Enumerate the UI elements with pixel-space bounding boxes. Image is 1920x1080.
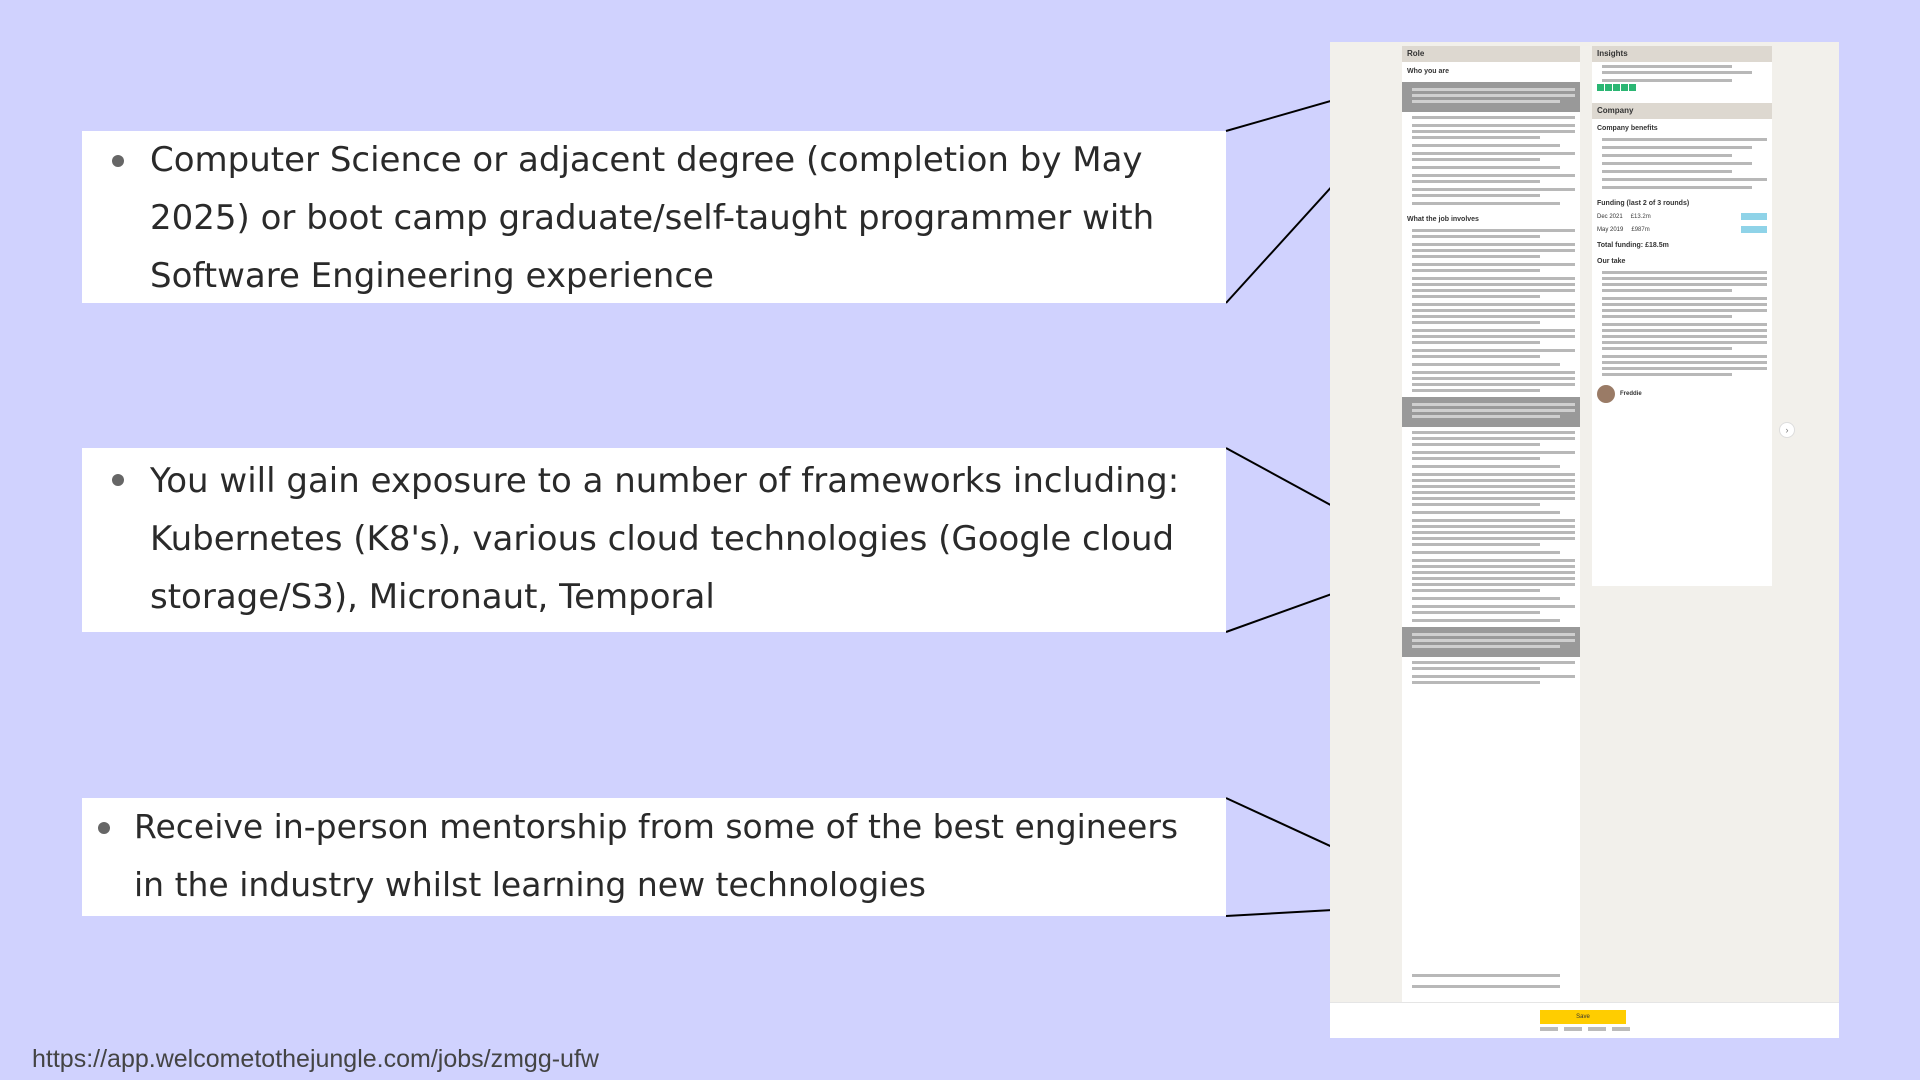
company-header: Company (1592, 103, 1772, 119)
funding-amount: £13.2m (1630, 213, 1651, 220)
funding-date: Dec 2021 (1597, 213, 1623, 220)
chevron-right-icon[interactable]: › (1779, 422, 1795, 438)
bullet-icon (112, 155, 124, 167)
job-involves-heading: What the job involves (1407, 216, 1479, 223)
our-take-heading: Our take (1597, 258, 1626, 265)
save-button[interactable]: Save (1540, 1010, 1626, 1024)
who-you-are-heading: Who you are (1407, 68, 1450, 75)
role-header: Role (1402, 46, 1580, 62)
funding-heading: Funding (last 2 of 3 rounds) (1597, 200, 1690, 207)
funding-amount: £987m (1631, 226, 1650, 233)
callout-mentorship (82, 798, 1226, 916)
source-url: https://app.welcometothejungle.com/jobs/zmgg-ufw (32, 1045, 599, 1073)
total-funding: Total funding: £18.5m (1597, 242, 1669, 249)
callout-text: Receive in-person mentorship from some of the best engineers in the industry whilst learning new technologies (134, 807, 1179, 904)
bullet-icon (112, 474, 124, 486)
job-footer-links (1402, 962, 1580, 1002)
insights-column (1592, 46, 1772, 586)
callout-degree-requirement (82, 131, 1226, 303)
reviewer-name: Freddie (1620, 391, 1642, 397)
callout-frameworks (82, 448, 1226, 632)
bottom-action-bar (1330, 1002, 1839, 1038)
funding-date: May 2019 (1597, 226, 1624, 233)
insights-header: Insights (1592, 46, 1772, 62)
reviewer-avatar (1597, 385, 1615, 403)
role-column (1402, 46, 1580, 966)
job-page-thumbnail (1330, 42, 1839, 1038)
company-benefits-heading: Company benefits (1597, 125, 1658, 132)
rating-stars (1592, 82, 1772, 93)
highlight-frameworks (1402, 397, 1580, 427)
callout-text: You will gain exposure to a number of frameworks including: Kubernetes (K8's), various cloud technologies (Google cloud storage/S3), Micronaut, Temporal (150, 461, 1180, 617)
funding-row (1592, 223, 1772, 236)
callout-text: Computer Science or adjacent degree (completion by May 2025) or boot camp graduate/self-taught programmer with Software Engineering experience (150, 140, 1155, 296)
bullet-icon (98, 822, 110, 834)
highlight-degree (1402, 82, 1580, 112)
highlight-mentorship (1402, 627, 1580, 657)
funding-row (1592, 210, 1772, 223)
